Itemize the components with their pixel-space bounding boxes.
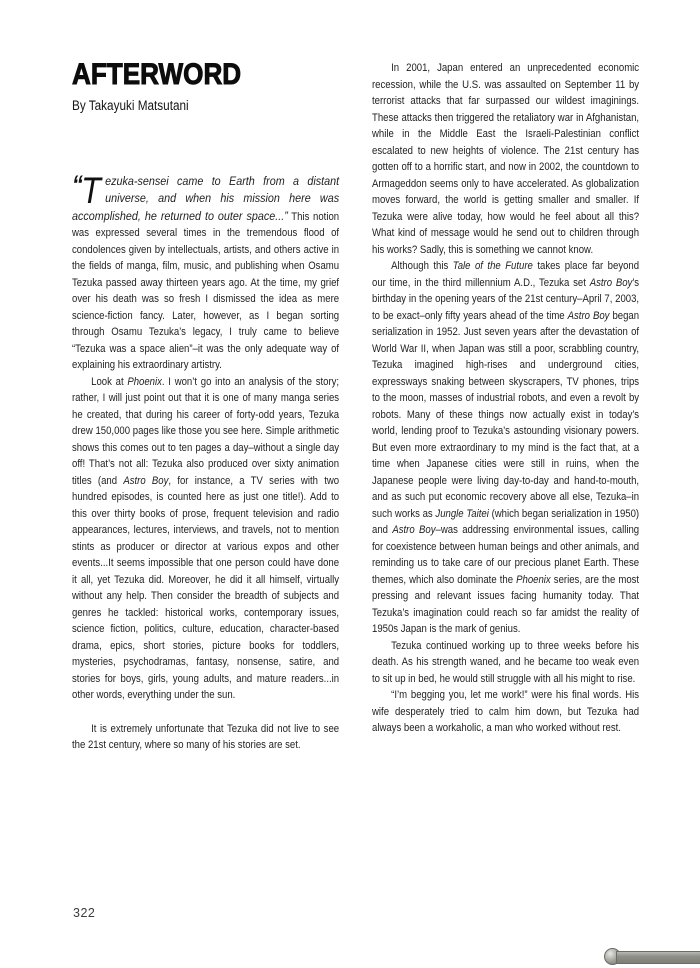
lead-paragraph bbox=[72, 169, 340, 374]
drop-cap-letter: T bbox=[81, 169, 101, 211]
paragraph: Look at Phoenix. I won’t go into an analysis of the story; rather, I will just point out that it is one of many manga series he created, that during his career of forty-odd years, Tezuka drew 150,000 pages like those you see here. Simple arithmetic shows this comes out to ten pages a day–without a single day off! That’s not all: Tezuka also produced over sixty animation titles (and Astro Boy, for instance, a TV series with two hundred episodes, is counted here as just one title!). Add to this over thirty books of prose, frequent television and radio appearances, lectures, interviews, and travels, not to mention stints as producer or director at various expos and other events...It seems impossible that one person could have done it all, yet Tezuka did. Moreover, he did it all himself, virtually without any help. Then consider the breadth of subjects and genres he tackled: historical works, contemporary issues, science fiction, politics, culture, education, character-based drama, epics, short stories, picture books for toddlers, mysteries, psychodramas, fantasy, nonsense, satire, and stories for boys, girls, young adults, and mature readers...in other words, everything under the sun. bbox=[72, 375, 340, 702]
lead-quote-text: ezuka-sensei came to Earth from a distant universe, and when his mission here was accomplished, he returned to outer space...” bbox=[72, 173, 340, 223]
lead-paragraph-rest: This notion was expressed several times in the tremendous flood of condolences given by intellectuals, artists, and others active in the fields of manga, film, music, and publishing when Osamu Tezuka passed away thirteen years ago. At the time, my grief over his death was so fresh I dismissed the idea as mere science-fiction fancy. Later, however, as I began sorting through Osamu Tezuka’s legacy, I truly came to believe “Tezuka was a space alien”–it was the only adequate way of explaining his extraordinary artistry. bbox=[72, 210, 340, 372]
paragraph: Tezuka continued working up to three weeks before his death. As his strength waned, and he became too weak even to sit up in bed, he would still struggle with all his might to rise. bbox=[372, 639, 640, 685]
page-number: 322 bbox=[73, 906, 96, 920]
paragraph: It is extremely unfortunate that Tezuka did not live to see the 21st century, where so many of his stories are set. bbox=[72, 722, 340, 752]
left-column bbox=[72, 60, 339, 754]
page-title: AFTERWORD bbox=[72, 58, 242, 91]
drop-cap bbox=[72, 169, 101, 211]
drop-cap-quote-mark: “ bbox=[72, 170, 82, 199]
paragraph: In 2001, Japan entered an unprecedented economic recession, while the U.S. was assaulted on September 11 by terrorist attacks that far surpassed our wildest imaginings. These attacks then triggered the retaliatory war in Afghanistan, while in the Middle East the Israeli-Palestinian conflict escalated to new heights of violence. The 21st century has gotten off to a horrific start, and now in 2002, the countdown to Armageddon seems only to have accelerated. As globalization moves forward, the world is getting smaller and smaller. If Tezuka were alive today, how would he feel about all this? What kind of message would he send out to children through his works? Sadly, this is something we cannot know. bbox=[372, 62, 640, 256]
paragraph: Although this Tale of the Future takes place far beyond our time, in the third millennium A.D., Tezuka set Astro Boy’s birthday in the opening years of the 21st century–April 7, 2003, to be exact–only fifty years ahead of the time Astro Boy began serialization in 1952. Just seven years after the devastation of World War II, when Japan was still a poor, scrabbling country, Tezuka imagined high-rises and underground cities, expressways snaking between skyscrapers, TV phones, trips to the moon, masses of industrial robots, and even a revolt by robots. Many of these things now actually exist in today’s world, lending proof to Tezuka’s astounding visionary powers. But even more extraordinary to my mind is the fact that, at a time when Japanese cities were still in ruins, when the Japanese people were living day-to-day and hand-to-mouth, and as such put economic recovery above all else, Tezuka–in such works as Jungle Taitei (which began serialization in 1950) and Astro Boy–was addressing environmental issues, calling for coexistence between human beings and other animals, and reminding us to take care of our precious planet Earth. These themes, which also dominate the Phoenix series, are the most pressing and relevant issues facing humanity today. That Tezuka’s imagination could reach so far amidst the reality of 1950s Japan is the mark of genius. bbox=[372, 260, 640, 635]
scan-artifact-bar bbox=[616, 951, 700, 964]
byline: By Takayuki Matsutani bbox=[72, 97, 189, 113]
right-column bbox=[372, 60, 639, 737]
paragraph: “I’m begging you, let me work!” were his final words. His wife desperately tried to calm him down, but Tezuka had always been a workaholic, a man who worked without rest. bbox=[372, 689, 640, 734]
